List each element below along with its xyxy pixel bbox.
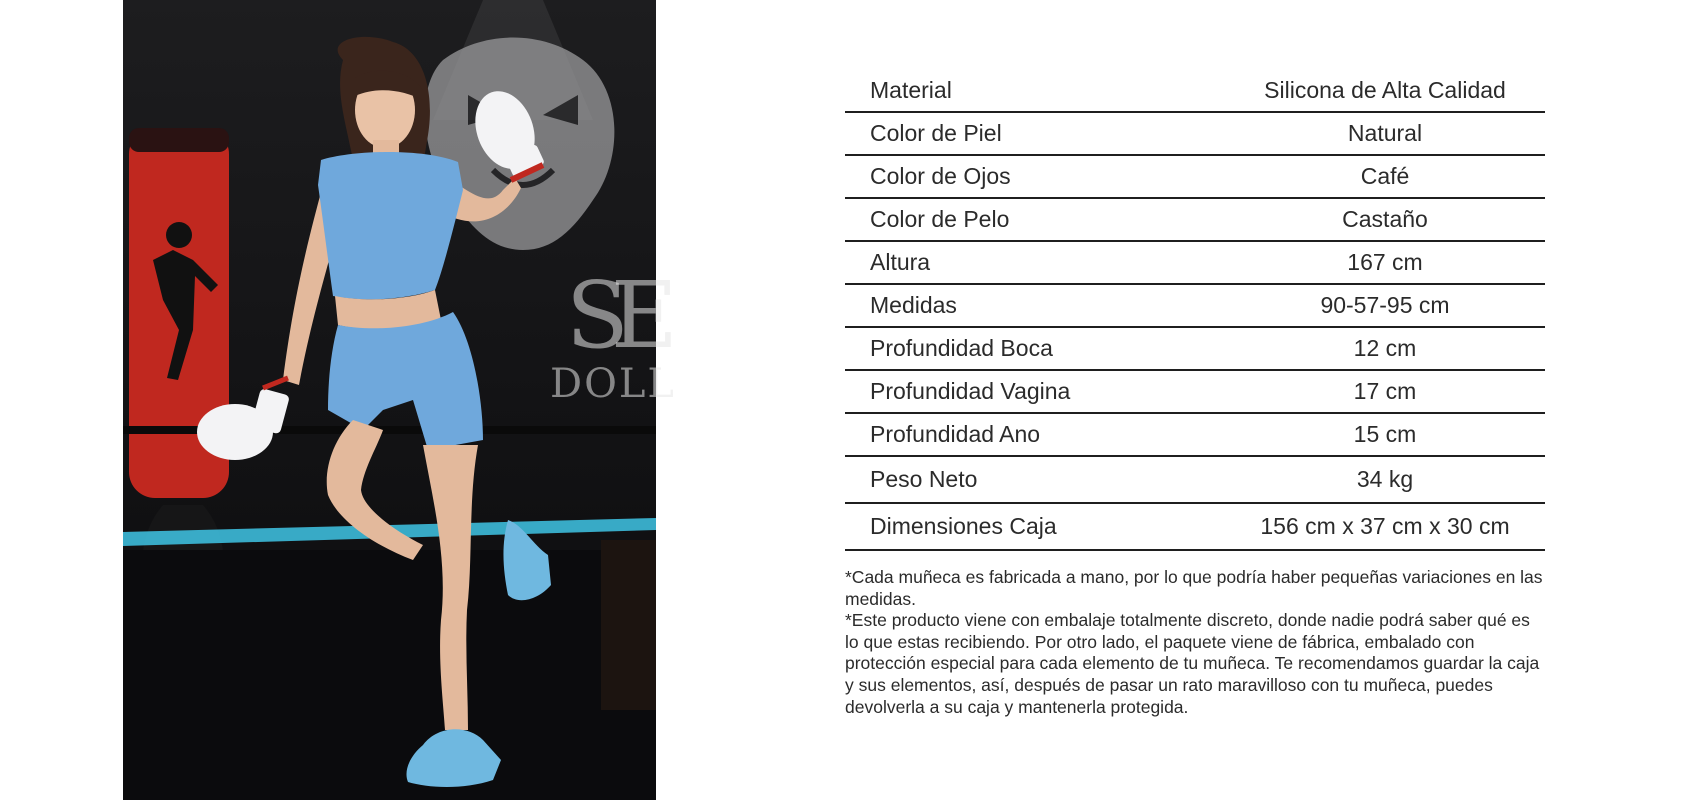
spec-value: 34 kg <box>1356 466 1414 492</box>
spec-row-material <box>845 70 1545 113</box>
spec-label: Peso Neto <box>870 466 978 492</box>
spec-value: 15 cm <box>1353 421 1417 447</box>
footnotes <box>845 567 1545 718</box>
spec-value: Castaño <box>1342 206 1428 232</box>
spec-value: 167 cm <box>1347 249 1423 275</box>
spec-label: Altura <box>870 249 931 275</box>
spec-row-height <box>845 242 1545 285</box>
brand-watermark-logo <box>493 262 733 420</box>
spec-label: Profundidad Ano <box>870 421 1041 447</box>
punching-bag <box>129 128 229 620</box>
product-photo <box>123 0 676 800</box>
spec-value: Natural <box>1347 120 1423 146</box>
spec-row-skin-color <box>845 113 1545 156</box>
spec-row-mouth-depth <box>845 328 1545 371</box>
footnote-discreet-packaging: *Este producto viene con embalaje totalmente discreto, donde nadie podrá saber qué es lo que estas recibiendo. Por otro lado, el paquete viene de fábrica, embalado con protección especial para cada elemento de tu muñeca. Te recomendamos guardar la caja y sus elementos, así, después de pasar un rato maravilloso con tu muñeca, puedes devolverla a su caja y mantenerla protegida. <box>845 610 1540 717</box>
spec-label: Color de Pelo <box>870 206 1010 232</box>
spec-label: Material <box>870 77 952 103</box>
spec-label: Profundidad Vagina <box>870 378 1071 404</box>
spec-row-measurements <box>845 285 1545 328</box>
spec-row-vaginal-depth <box>845 371 1545 414</box>
spec-value: 17 cm <box>1353 378 1417 404</box>
crop-top <box>318 152 463 299</box>
spec-label: Medidas <box>870 292 957 318</box>
footnote-handmade: *Cada muñeca es fabricada a mano, por lo que podría haber pequeñas variaciones en las medidas. <box>845 567 1543 609</box>
spec-value: 156 cm x 37 cm x 30 cm <box>1260 513 1510 539</box>
spec-row-anal-depth <box>845 414 1545 457</box>
spec-row-eye-color <box>845 156 1545 199</box>
brand-logo-word: DOLL <box>550 361 676 407</box>
spec-table <box>845 70 1545 551</box>
spec-value: 12 cm <box>1353 335 1417 361</box>
spec-row-box-dimensions <box>845 504 1545 551</box>
spec-value: Café <box>1360 163 1410 189</box>
spec-label: Dimensiones Caja <box>870 513 1057 539</box>
spec-label: Profundidad Boca <box>870 335 1053 361</box>
spec-value: Silicona de Alta Calidad <box>1264 77 1506 103</box>
spec-label: Color de Ojos <box>870 163 1011 189</box>
floor <box>123 550 656 800</box>
spec-row-net-weight <box>845 457 1545 504</box>
spec-value: 90-57-95 cm <box>1320 292 1450 318</box>
spec-label: Color de Piel <box>870 120 1002 146</box>
spec-row-hair-color <box>845 199 1545 242</box>
brand-logo-mark: SE <box>565 262 661 369</box>
